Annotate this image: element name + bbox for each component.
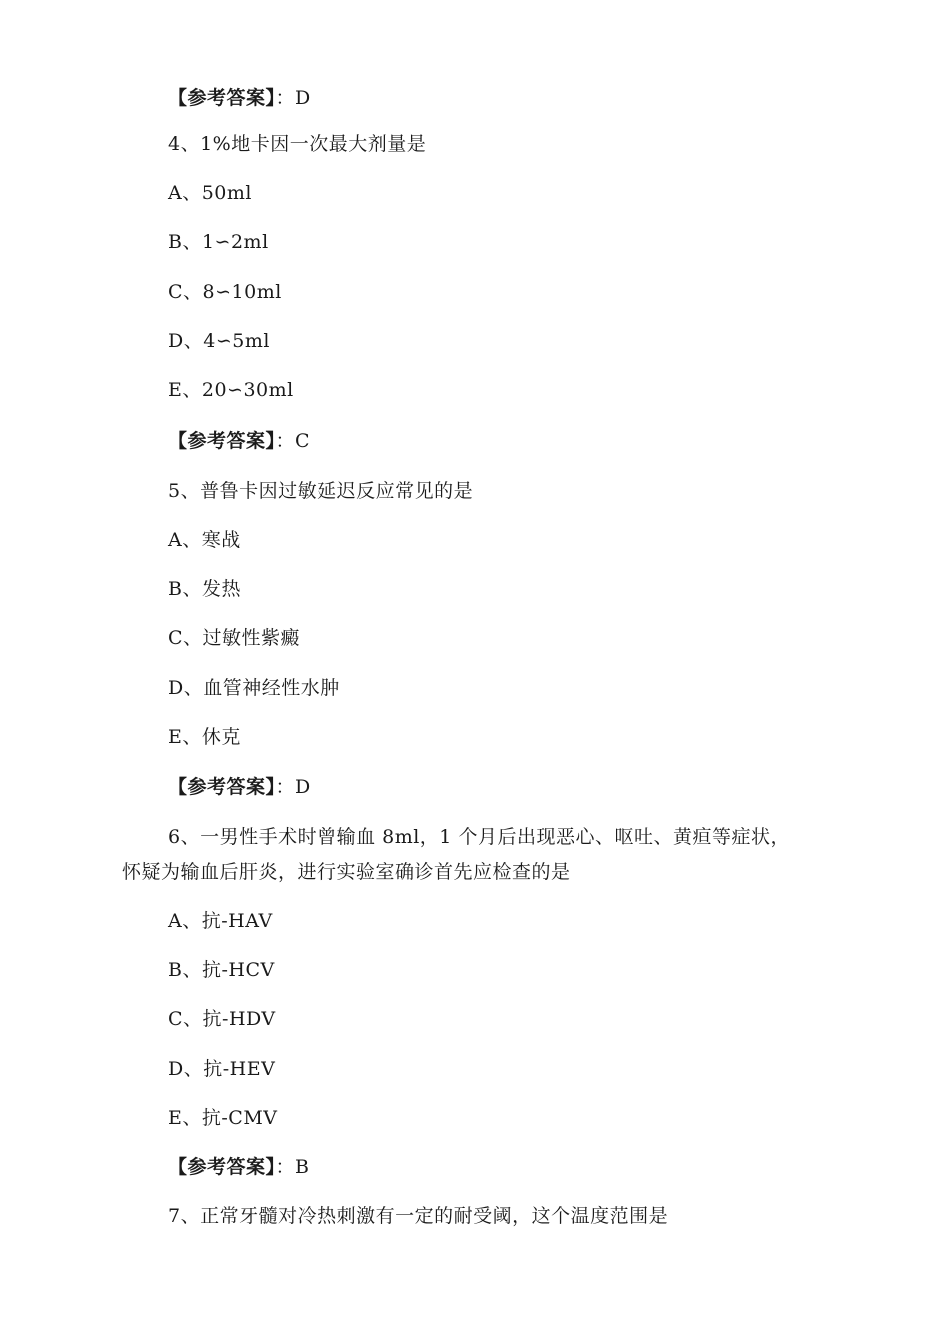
question-stem-line-2: 怀疑为输血后肝炎，进行实验室确诊首先应检查的是 xyxy=(122,861,571,883)
option-b: B、发热 xyxy=(168,578,241,600)
answer-line xyxy=(168,429,310,453)
answer-separator: ： xyxy=(275,776,296,798)
option-e: E、抗-CMV xyxy=(168,1107,278,1129)
option-e: E、20∽30ml xyxy=(168,379,294,401)
option-d: D、4∽5ml xyxy=(168,330,270,352)
answer-value: D xyxy=(295,776,311,798)
answer-separator: ： xyxy=(275,87,296,109)
option-b: B、1∽2ml xyxy=(168,231,269,253)
question-stem: 4、1%地卡因一次最大剂量是 xyxy=(168,133,427,155)
option-d: D、血管神经性水肿 xyxy=(168,677,340,699)
question-stem: 5、普鲁卡因过敏延迟反应常见的是 xyxy=(168,480,474,502)
option-a: A、50ml xyxy=(168,182,252,204)
option-a: A、抗-HAV xyxy=(168,910,273,932)
option-d: D、抗-HEV xyxy=(168,1058,276,1080)
answer-label: 【参考答案】 xyxy=(168,776,276,798)
option-c: C、8∽10ml xyxy=(168,281,282,303)
answer-separator: ： xyxy=(275,430,296,452)
answer-separator: ： xyxy=(275,1156,296,1178)
question-stem-line-1: 6、一男性手术时曾输血 8ml，1 个月后出现恶心、呕吐、黄疸等症状， xyxy=(168,826,790,848)
answer-label: 【参考答案】 xyxy=(168,1156,276,1178)
option-b: B、抗-HCV xyxy=(168,959,275,981)
question-stem: 7、正常牙髓对冷热刺激有一定的耐受阈，这个温度范围是 xyxy=(168,1205,669,1227)
option-c: C、过敏性紫癜 xyxy=(168,627,301,649)
answer-label: 【参考答案】 xyxy=(168,87,276,109)
answer-value: D xyxy=(295,87,311,109)
option-e: E、休克 xyxy=(168,726,241,748)
answer-line xyxy=(168,775,311,799)
answer-line xyxy=(168,1155,310,1179)
answer-line xyxy=(168,86,311,110)
option-c: C、抗-HDV xyxy=(168,1008,276,1030)
answer-label: 【参考答案】 xyxy=(168,430,276,452)
answer-value: C xyxy=(295,430,311,452)
answer-value: B xyxy=(295,1156,310,1178)
option-a: A、寒战 xyxy=(168,529,241,551)
